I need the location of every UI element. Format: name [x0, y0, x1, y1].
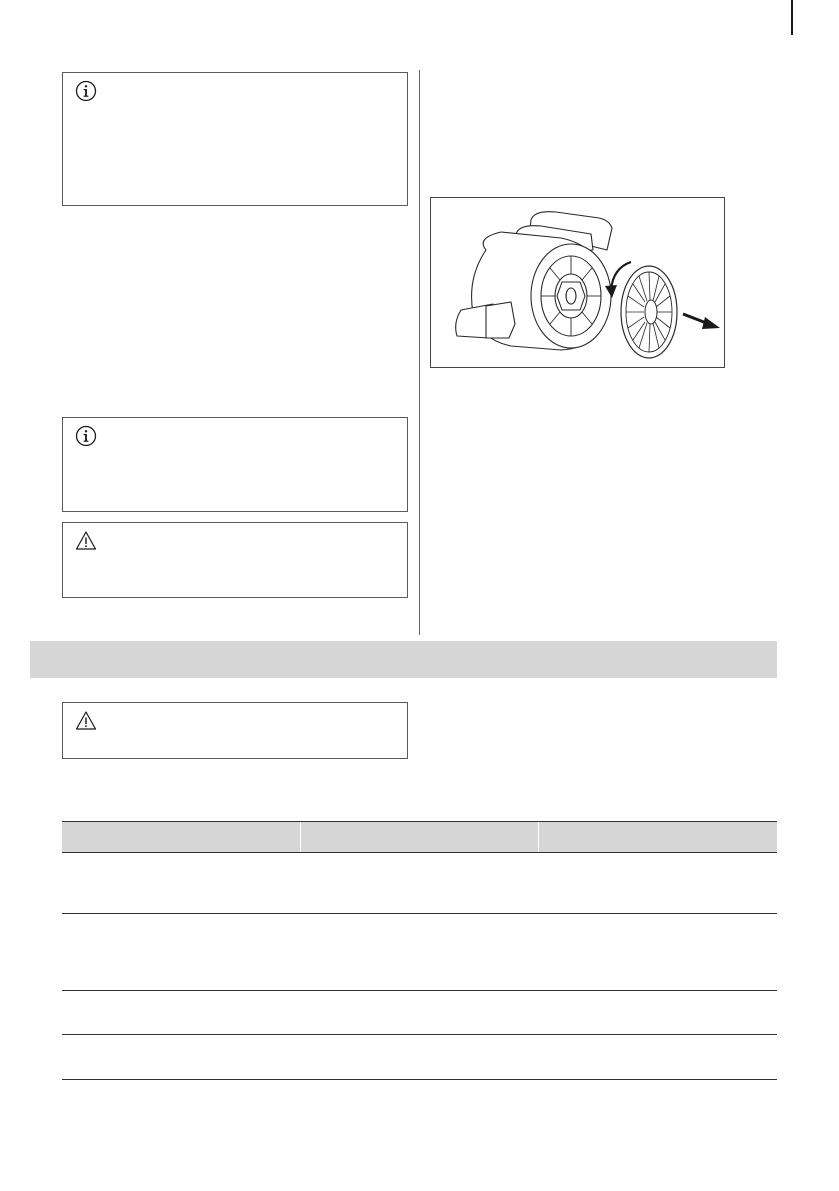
table-row-rule — [62, 1034, 777, 1035]
table-row-rule — [62, 913, 777, 914]
warning-note-box-2 — [62, 702, 408, 759]
table-column-separator — [538, 822, 539, 852]
info-note-box-2 — [62, 417, 408, 512]
page-corner-mark — [791, 0, 793, 35]
column-divider — [419, 70, 420, 635]
pull-out-arrow-icon — [683, 314, 720, 329]
fan-motor-illustration — [431, 198, 724, 367]
table-row-rule — [62, 1079, 777, 1080]
warning-note-box-1 — [62, 522, 408, 598]
table-row-rule — [62, 990, 777, 991]
table-header-row — [62, 822, 777, 852]
info-icon — [75, 425, 97, 447]
info-note-box-1 — [62, 72, 408, 206]
info-icon — [75, 80, 97, 102]
warning-icon — [75, 710, 97, 732]
table-row-rule — [62, 852, 777, 853]
table-column-separator — [300, 822, 301, 852]
filter-removal-figure — [430, 197, 725, 368]
warning-icon — [75, 530, 97, 552]
section-heading-band — [30, 641, 777, 678]
